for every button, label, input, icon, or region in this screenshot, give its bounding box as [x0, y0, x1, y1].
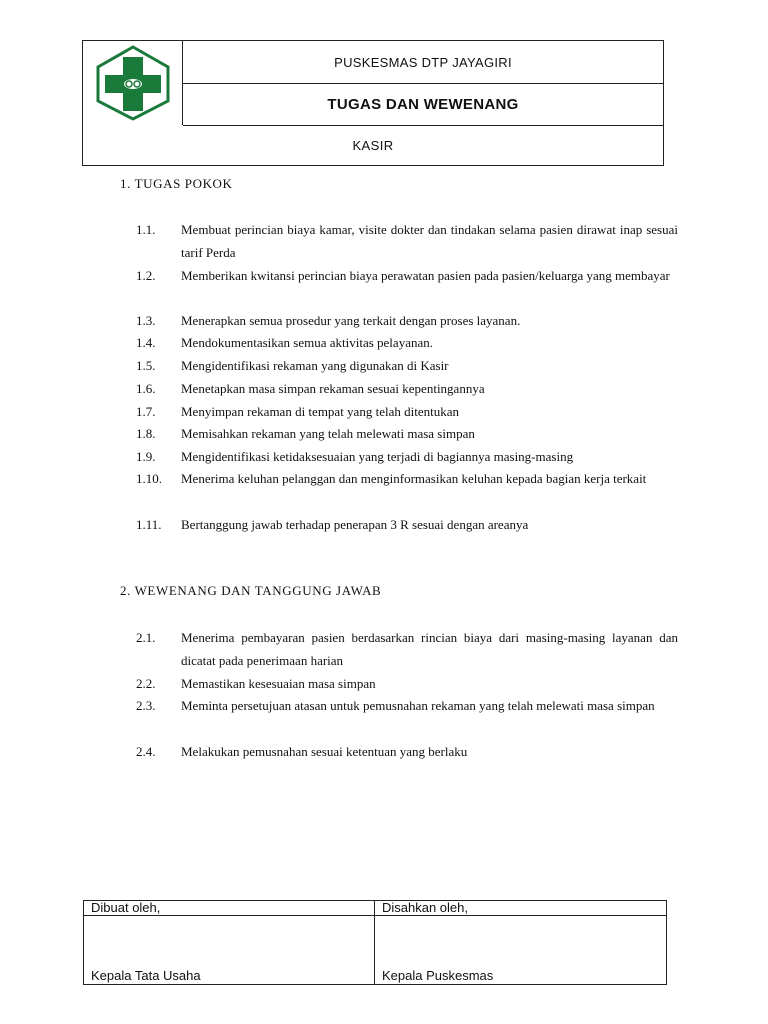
list-item	[136, 627, 678, 672]
list-item	[136, 355, 678, 378]
item-number: 2.1.	[136, 630, 156, 645]
item-number: 1.5.	[136, 358, 156, 373]
list-item	[136, 468, 678, 491]
logo-cell	[83, 41, 183, 125]
list-item	[136, 695, 678, 718]
item-number: 1.3.	[136, 313, 156, 328]
item-number: 1.1.	[136, 222, 156, 237]
list-item	[136, 741, 678, 764]
approved-by-role: Kepala Puskesmas	[382, 968, 494, 983]
item-number: 2.3.	[136, 698, 156, 713]
item-text: Menerapkan semua prosedur yang terkait dengan proses layanan.	[181, 313, 521, 328]
list-item	[136, 423, 678, 446]
item-text: Menerima keluhan pelanggan dan menginformasikan keluhan kepada bagian kerja terkait	[181, 471, 647, 486]
item-number: 1.6.	[136, 381, 156, 396]
item-number: 2.2.	[136, 676, 156, 691]
unit-name: KASIR	[352, 137, 394, 153]
item-number: 1.4.	[136, 335, 156, 350]
item-text: Memastikan kesesuaian masa simpan	[181, 676, 376, 691]
item-text: Mengidentifikasi rekaman yang digunakan di Kasir	[181, 358, 449, 373]
list-item	[136, 378, 678, 401]
item-number: 2.4.	[136, 744, 156, 759]
org-name: PUSKESMAS DTP JAYAGIRI	[183, 41, 663, 84]
list-item	[136, 446, 678, 469]
item-text: Mengidentifikasi ketidaksesuaian yang terjadi di bagiannya masing-masing	[181, 449, 574, 464]
list-item	[136, 219, 678, 264]
item-text: Membuat perincian biaya kamar, visite dokter dan tindakan selama pasien dirawat inap sesuai tarif Perda	[181, 222, 678, 260]
list-item	[136, 332, 678, 355]
document-title: TUGAS DAN WEWENANG	[183, 83, 663, 126]
item-text: Menetapkan masa simpan rekaman sesuai kepentingannya	[181, 381, 485, 396]
signature-made-by	[84, 901, 375, 984]
item-number: 1.7.	[136, 404, 156, 419]
signature-table	[83, 900, 667, 985]
approved-by-label: Disahkan oleh,	[382, 900, 468, 915]
item-number: 1.8.	[136, 426, 156, 441]
item-text: Menyimpan rekaman di tempat yang telah ditentukan	[181, 404, 459, 419]
list-item	[136, 265, 678, 288]
list-item	[136, 310, 678, 333]
puskesmas-cross-logo-icon	[93, 45, 173, 121]
item-text: Mendokumentasikan semua aktivitas pelayanan.	[181, 335, 433, 350]
list-item	[136, 514, 678, 537]
list-item	[136, 401, 678, 424]
made-by-role: Kepala Tata Usaha	[91, 968, 201, 983]
document-header	[82, 40, 664, 166]
signature-approved-by	[375, 901, 666, 984]
item-text: Meminta persetujuan atasan untuk pemusnahan rekaman yang telah melewati masa simpan	[181, 698, 655, 713]
item-number: 1.10.	[136, 471, 162, 486]
list-item	[136, 673, 678, 696]
section-tugas-pokok-title: 1. TUGAS POKOK	[120, 176, 233, 191]
item-text: Bertanggung jawab terhadap penerapan 3 R sesuai dengan areanya	[181, 517, 529, 532]
made-by-label: Dibuat oleh,	[91, 900, 161, 915]
section-wewenang-title: 2. WEWENANG DAN TANGGUNG JAWAB	[120, 583, 382, 598]
item-number: 1.9.	[136, 449, 156, 464]
item-text: Memberikan kwitansi perincian biaya perawatan pasien pada pasien/keluarga yang membayar	[181, 268, 670, 283]
item-number: 1.2.	[136, 268, 156, 283]
item-number: 1.11.	[136, 517, 162, 532]
item-text: Memisahkan rekaman yang telah melewati masa simpan	[181, 426, 475, 441]
item-text: Melakukan pemusnahan sesuai ketentuan yang berlaku	[181, 744, 468, 759]
item-text: Menerima pembayaran pasien berdasarkan rincian biaya dari masing-masing layanan dan dicatat pada penerimaan harian	[181, 630, 678, 668]
